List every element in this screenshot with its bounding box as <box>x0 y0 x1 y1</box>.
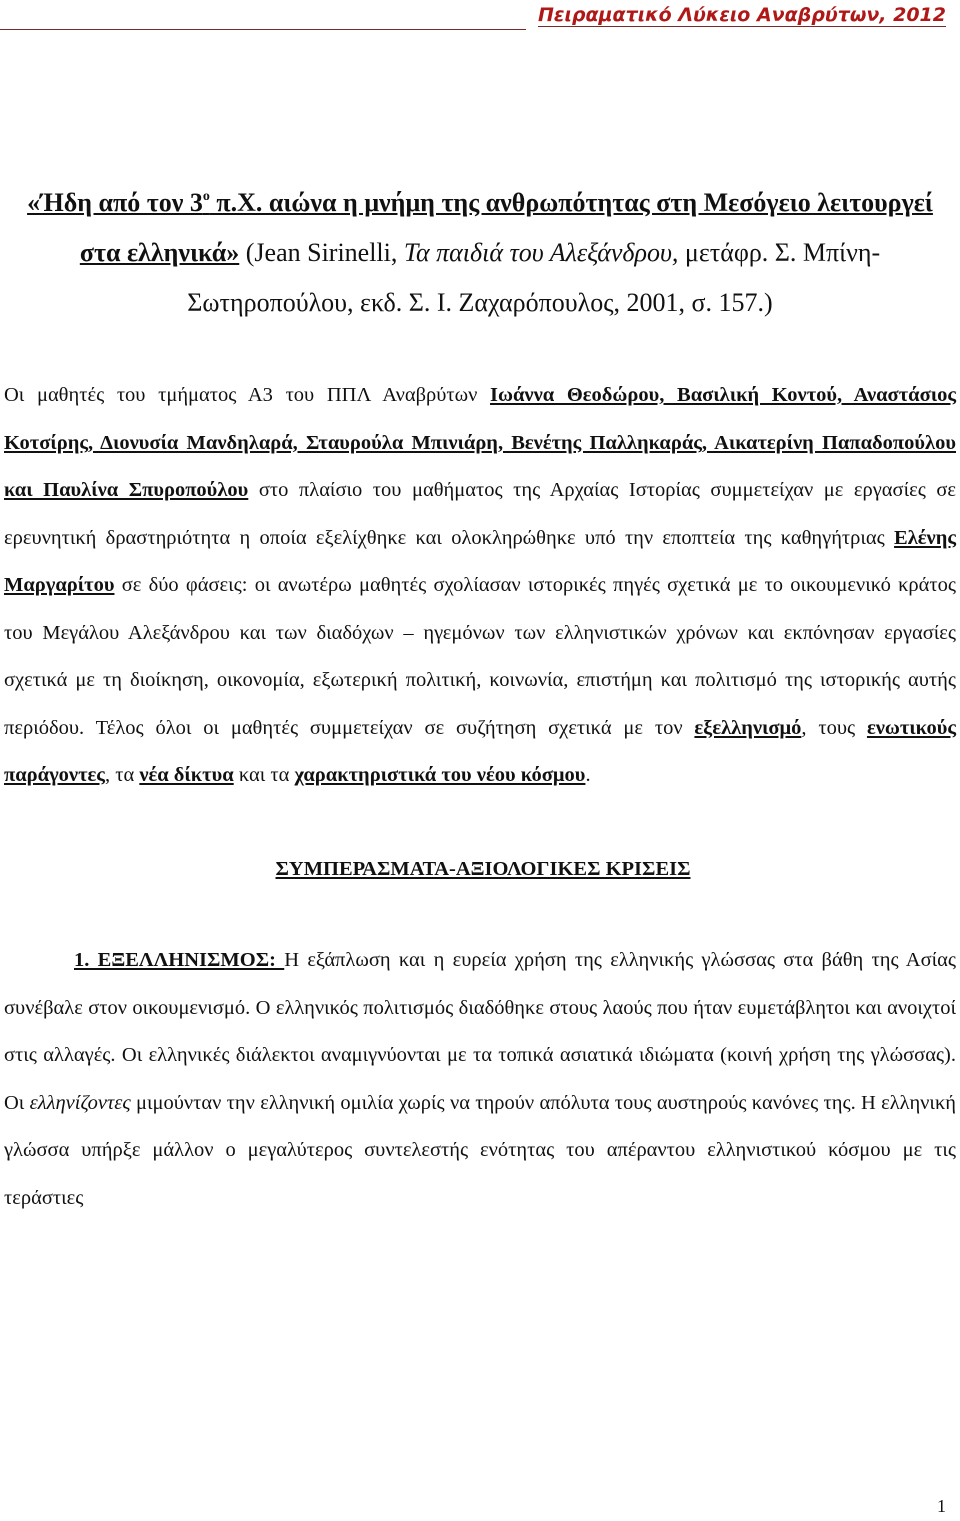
hellenization-paragraph: 1. ΕΞΕΛΛΗΝΙΣΜΟΣ: Η εξάπλωση και η ευρεία χρήση της ελληνικής γλώσσας στα βάθη της Ασίας συνέβαλε στον οικουμενισμό. Ο ελληνικός πολιτισμός διαδόθηκε στους λαούς που ήταν ευμετάβλητοι και ανοιχτοί στις αλλαγές. Οι ελληνικές διάλεκτοι αναμιγνύονται με τα τοπικά ασιατικά ιδιώματα (κοινή χρήση της γλώσσας). Οι ελληνίζοντες μιμούνταν την ελληνική ομιλία χωρίς να τηρούν απόλυτα τους αυστηρούς κανόνες της. Η ελληνική γλώσσα υπήρξε μάλλον ο μεγαλύτερος συντελεστής ενότητας του απέραντου ελληνιστικού κόσμου με τις τεράστιες <box>4 949 957 1209</box>
subsection-heading: 1. ΕΞΕΛΛΗΝΙΣΜΟΣ: <box>74 949 285 971</box>
page-number: 1 <box>937 1496 946 1516</box>
superscript: ο <box>202 189 210 204</box>
document-body <box>4 178 956 1222</box>
intro-paragraph: Οι μαθητές του τμήματος Α3 του ΠΠΛ Αναβρύτων Ιωάννα Θεοδώρου, Βασιλική Κοντού, Αναστάσιος Κοτσίρης, Διονυσία Μανδηλαρά, Σταυρούλα Μπινιάρη, Βενέτης Παλληκαράς, Αικατερίνη Παπαδοπούλου και Παυλίνα Σπυροπούλου στο πλαίσιο του μαθήματος της Αρχαίας Ιστορίας συμμετείχαν με εργασίες σε ερευνητική δραστηριότητα η οποία εξελίχθηκε και ολοκληρώθηκε υπό την εποπτεία της καθηγήτριας Ελένης Μαργαρίτου σε δύο φάσεις: οι ανωτέρω μαθητές σχολίασαν ιστορικές πηγές σχετικά με το οικουμενικό κράτος του Μεγάλου Αλεξάνδρου και των διαδόχων – ηγεμόνων των ελληνιστικών χρόνων και εκπόνησαν εργασίες σχετικά με τη διοίκηση, οικονομία, εξωτερική πολιτική, κοινωνία, επιστήμη και πολιτισμό της ιστορικής αυτής περιόδου. Τέλος όλοι οι μαθητές συμμετείχαν σε συζήτηση σχετικά με τον εξελληνισμό, τους ενωτικούς παράγοντες, τα νέα δίκτυα και τα χαρακτηριστικά του νέου κόσμου. <box>4 384 957 786</box>
epigraph-quote <box>4 178 956 328</box>
header-title: Πειραματικό Λύκειο Αναβρύτων, 2012 <box>538 4 946 26</box>
keyword-hellenization: εξελληνισμό <box>694 716 802 739</box>
keyword-new-world: χαρακτηριστικά του νέου κόσμου <box>294 764 586 786</box>
italic-term: ελληνίζοντες <box>29 1091 131 1114</box>
citation-details: μετάφρ. Σ. Μπίνη-Σωτηροπούλου, εκδ. Σ. Ι. Ζαχαρόπουλος, 2001, σ. 157.) <box>187 238 881 317</box>
header-rule <box>0 29 526 30</box>
keyword-unifying-factors: ενωτικούς παράγοντες <box>4 716 956 786</box>
section-title: ΣΥΜΠΕΡΑΣΜΑΤΑ-ΑΞΙΟΛΟΓΙΚΕΣ ΚΡΙΣΕΙΣ <box>275 857 691 880</box>
quote-text: «Ήδη από τον $3^o$ π.Χ. αιώνα η μνήμη της ανθρωπότητας στη Μεσόγειο λειτουργεί στα ελληνικά» <box>27 188 933 267</box>
citation: (Jean Sirinelli, <box>239 238 404 267</box>
keyword-new-networks: νέα δίκτυα <box>139 764 234 786</box>
student-names: Ιωάννα Θεοδώρου, Βασιλική Κοντού, Αναστάσιος Κοτσίρης, Διονυσία Μανδηλαρά, Σταυρούλα Μπινιάρη, Βενέτης Παλληκαράς, Αικατερίνη Παπαδοπούλου και Παυλίνα Σπυροπούλου <box>4 384 956 501</box>
book-title: Τα παιδιά του Αλεξάνδρου, <box>403 238 679 267</box>
teacher-name: Ελένης Μαργαρίτου <box>4 526 956 596</box>
page-header <box>0 0 960 34</box>
